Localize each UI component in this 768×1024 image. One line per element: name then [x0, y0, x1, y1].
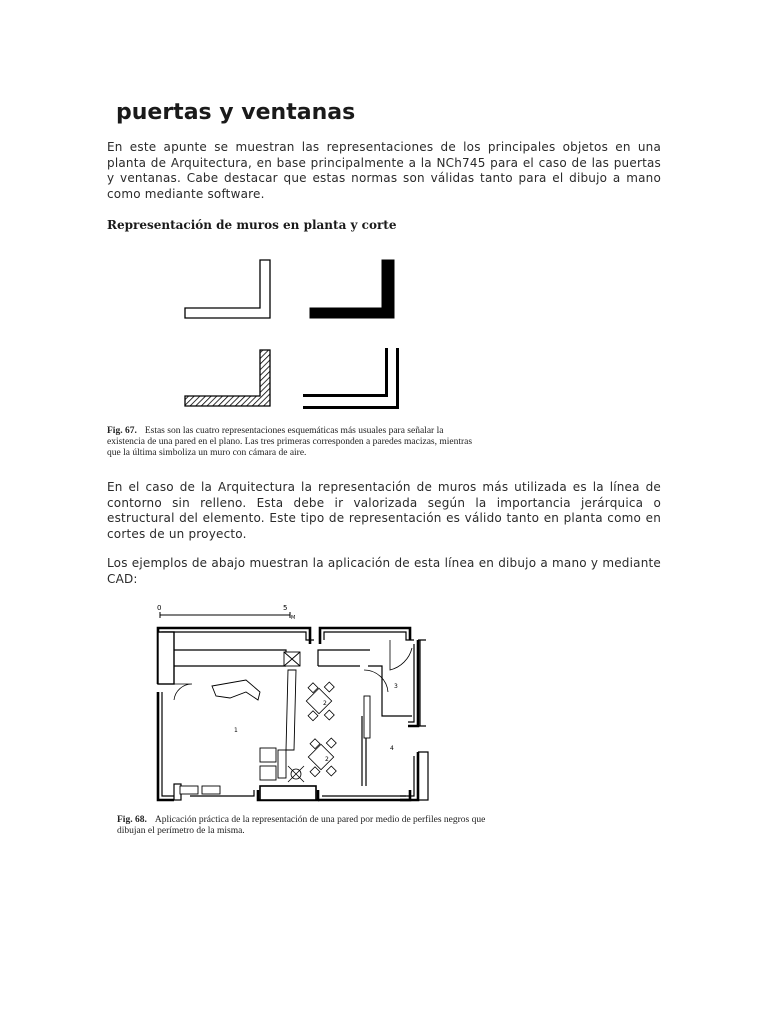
intro-paragraph: En este apunte se muestran las representaciones de los principales objetos en una planta de Arquitectura, en base principalmente a la NCh745 para el caso de las puertas y ventanas. Cabe destacar que estas normas son válidas tanto para el dibujo a mano como mediante software.	[107, 140, 661, 201]
section-subheading: Representación de muros en planta y corte	[107, 218, 397, 232]
figure-67-label: Fig. 67.	[107, 426, 137, 436]
scale-bar	[157, 604, 295, 621]
paragraph-wall-representation: En el caso de la Arquitectura la representación de muros más utilizada es la línea de contorno sin relleno. Esta debe ir valorizada según la importancia jerárquica o estructural del elemento. Este tipo de representación es válido tanto en planta como en cortes de un proyecto.	[107, 480, 661, 541]
wall-outline-symbol	[185, 260, 270, 318]
figure-68-label: Fig. 68.	[117, 815, 147, 825]
paragraph-examples: Los ejemplos de abajo muestran la aplicación de esta línea en dibujo a mano y mediante CAD:	[107, 556, 661, 586]
figure-68-floor-plan	[150, 600, 445, 810]
room-number-4: 4	[390, 745, 394, 752]
scale-unit-label: M	[291, 615, 296, 621]
page-title: puertas y ventanas	[116, 100, 356, 125]
wall-solid-symbol	[310, 260, 394, 318]
figure-67-wall-representations	[170, 250, 430, 420]
figure-67-caption	[107, 426, 479, 459]
room-number-1: 1	[234, 727, 238, 734]
wall-cavity-symbol	[303, 348, 388, 397]
room-number-2a: 2	[323, 700, 327, 707]
figure-68-text: Aplicación práctica de la representación de una pared por medio de perfiles negros que dibujan el perímetro de la misma.	[117, 815, 486, 836]
wall-hatched-symbol	[185, 350, 270, 406]
figure-67-text: Estas son las cuatro representaciones esquemáticas más usuales para señalar la existencia de una pared en el plano. Las tres primeras corresponden a paredes macizas, mientras que la última simboliza un muro con cámara de aire.	[107, 426, 473, 458]
room-number-3: 3	[394, 683, 398, 690]
figure-68-caption	[117, 815, 489, 837]
scale-start-label: 0	[157, 604, 162, 612]
scale-end-label: 5	[283, 604, 288, 612]
room-number-2b: 2	[325, 756, 329, 763]
